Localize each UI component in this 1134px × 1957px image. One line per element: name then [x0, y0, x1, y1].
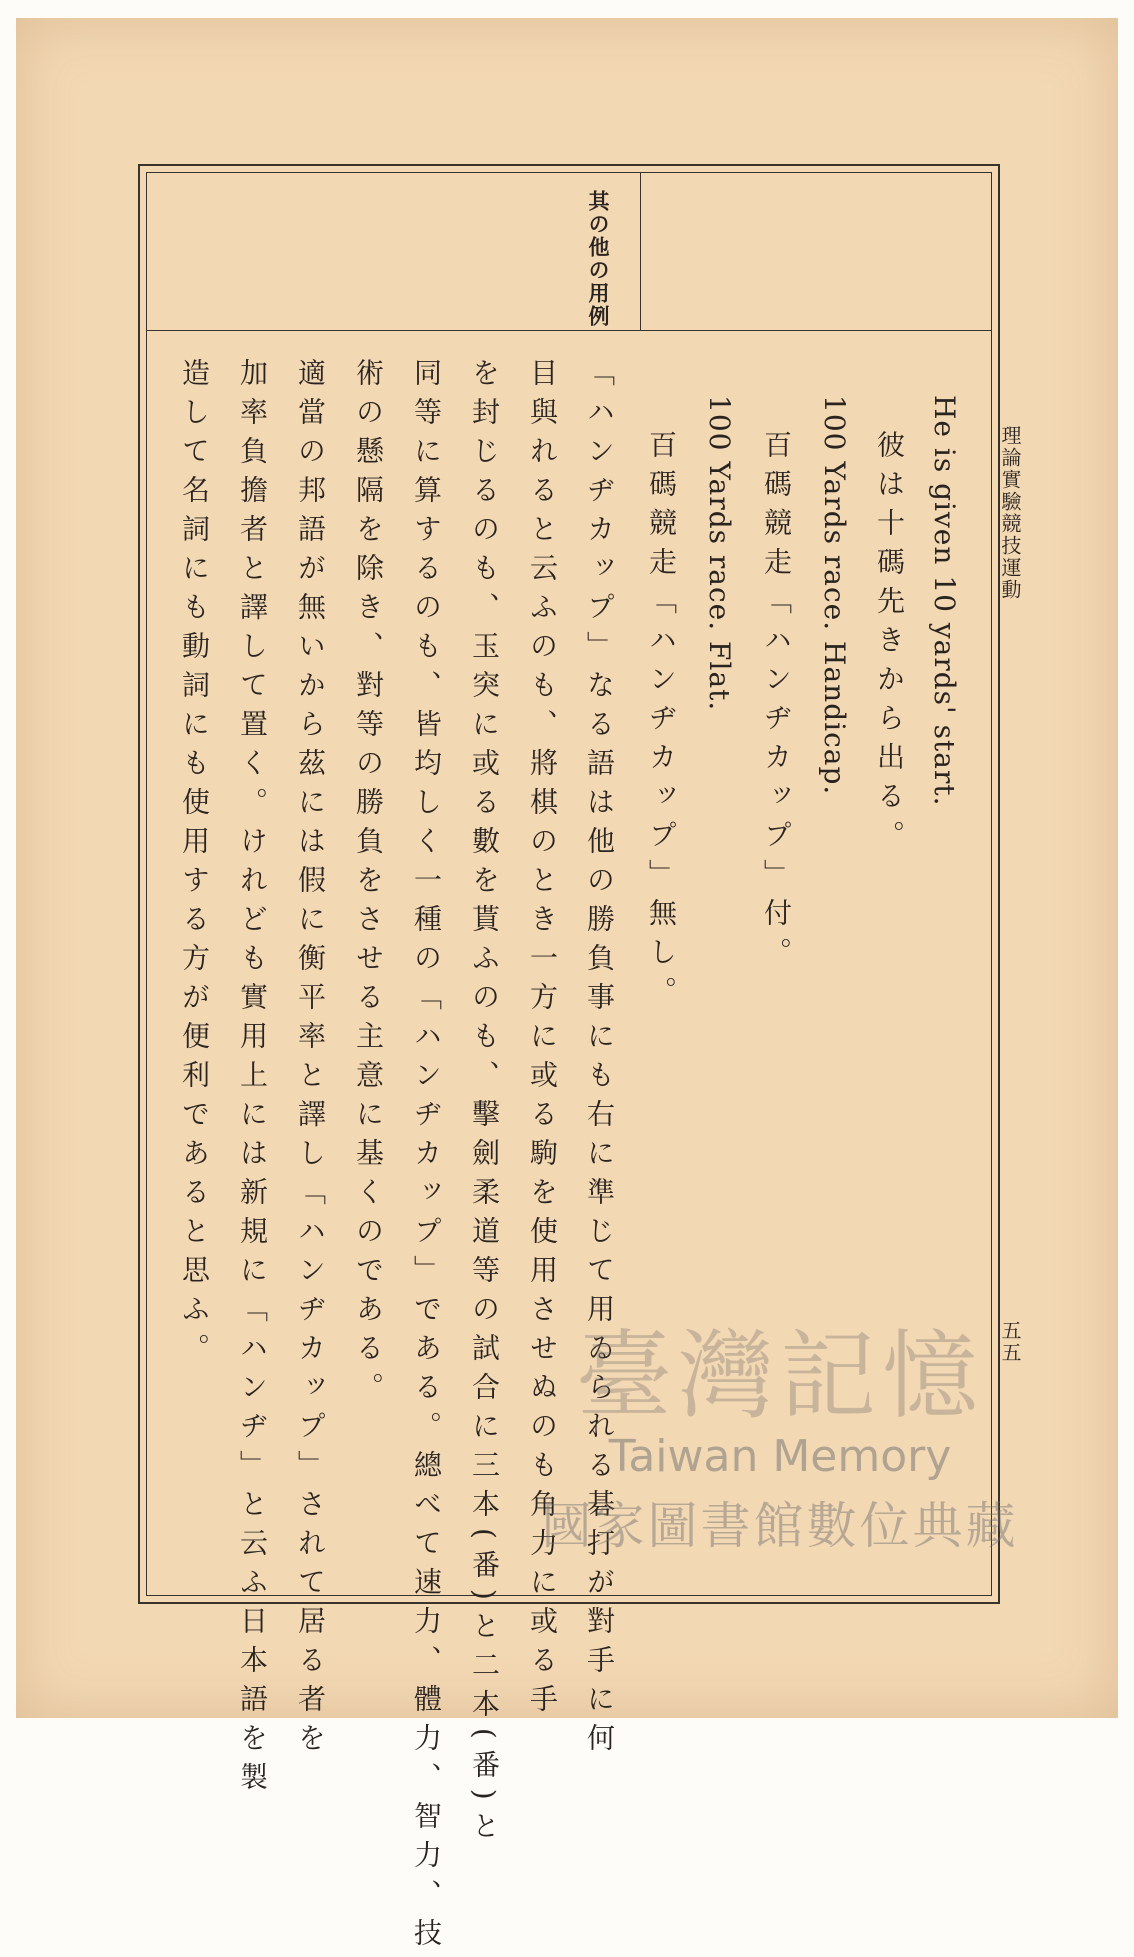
- example-japanese-3: 百碼競走「ハンヂカップ」無し。: [645, 430, 678, 1015]
- page-number: 五五: [998, 1320, 1022, 1364]
- watermark-title: 臺灣記憶: [576, 1320, 984, 1432]
- section-label: 其の他の用例: [586, 190, 611, 328]
- paragraph-line: 適當の邦語が無いから茲には假に衡平率と譯し「ハンヂカップ」されて居る者を: [294, 358, 327, 1762]
- paragraph-line: 「ハンヂカップ」なる語は他の勝負事にも右に準じて用ゐられる碁打が對手に何: [583, 358, 616, 1762]
- running-head: 理論實驗競技運動: [998, 425, 1022, 601]
- header-rule: [146, 330, 992, 331]
- example-english-1: He is given 10 yards' start.: [928, 395, 961, 807]
- paragraph-line: 造して名詞にも動詞にも使用する方が便利であると思ふ。: [178, 358, 211, 1372]
- example-english-3: 100 Yards race. Flat.: [703, 395, 736, 712]
- library-watermark: [500, 1300, 1060, 1620]
- watermark-english: Taiwan Memory: [608, 1431, 952, 1482]
- header-divider: [640, 172, 641, 330]
- watermark-subtitle: 國家圖書館數位典藏: [541, 1497, 1019, 1555]
- paragraph-line: 目與れると云ふのも、將棋のとき一方に或る駒を使用させぬのも角力に或る手: [526, 358, 559, 1723]
- example-japanese-2: 百碼競走「ハンヂカップ」付。: [760, 430, 793, 976]
- paragraph-line: 加率負擔者と譯して置く。けれども實用上には新規に「ハンヂ」と云ふ日本語を製: [236, 358, 269, 1801]
- example-japanese-1: 彼は十碼先きから出る。: [873, 430, 906, 859]
- example-english-2: 100 Yards race. Handicap.: [818, 395, 851, 796]
- paragraph-line: 術の懸隔を除き、對等の勝負をさせる主意に基くのである。: [352, 358, 385, 1411]
- paragraph-line: を封じるのも、玉突に或る數を貰ふのも、擊劍柔道等の試合に三本(番)と二本(番)と: [468, 358, 501, 1850]
- paragraph-line: 同等に算するのも、皆均しく一種の「ハンヂカップ」である。總べて速力、體力、智力、技: [410, 358, 443, 1957]
